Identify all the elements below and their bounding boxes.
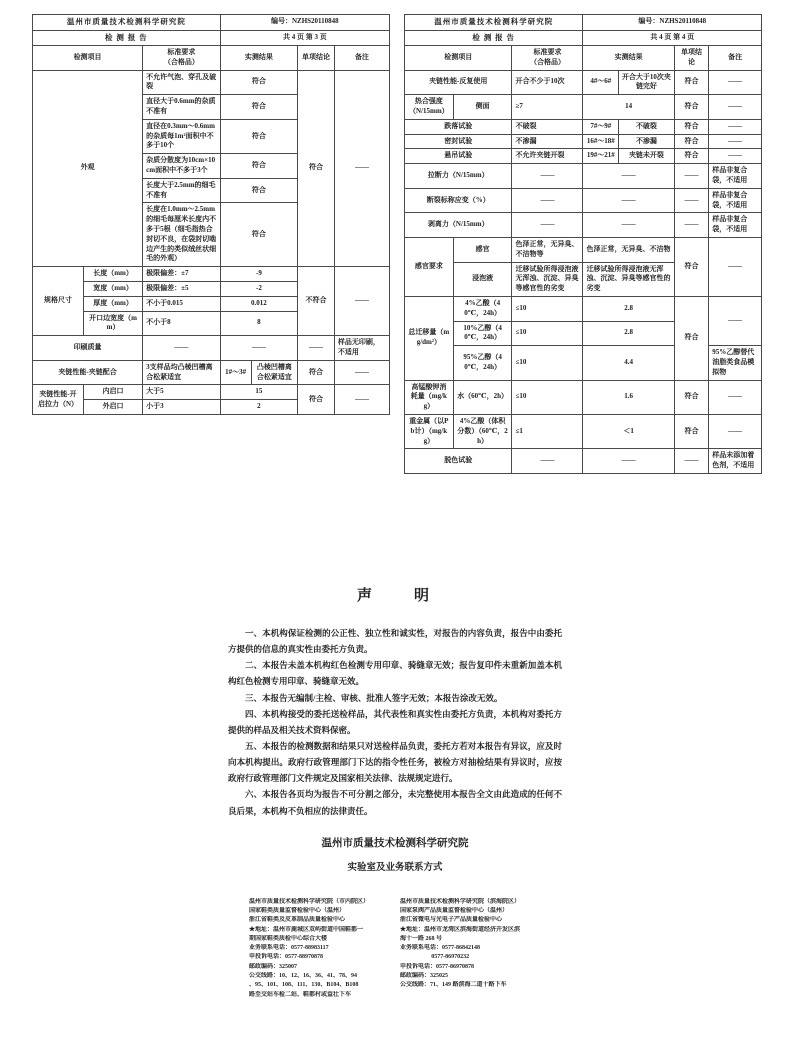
contact-org-heading: 温州市质量技术检测科学研究院 bbox=[321, 837, 469, 849]
req-cell: 不渗漏 bbox=[512, 134, 583, 149]
req-cell: ≤10 bbox=[512, 296, 583, 321]
req-cell: 大于5 bbox=[143, 385, 221, 400]
req-line1: 标准要求 bbox=[167, 48, 196, 56]
report-table-page3 bbox=[32, 14, 390, 474]
conclusion-cell: —— bbox=[674, 449, 708, 474]
result-cell: 1.6 bbox=[583, 380, 674, 414]
contact-right-column bbox=[400, 898, 541, 1000]
item-cell-peel: 剥离力（N/15mm） bbox=[405, 213, 512, 238]
result-split bbox=[583, 149, 673, 163]
item-cell-kmno4: 高锰酸钾消耗量（mg/kg） bbox=[405, 380, 454, 414]
table-row bbox=[405, 449, 762, 474]
table-row bbox=[33, 385, 390, 400]
conclusion-cell: 符合 bbox=[674, 296, 708, 380]
item-cell-heavy-metal: 重金属（以Pb计）（mg/kg） bbox=[405, 414, 454, 448]
result-cell: 4.4 bbox=[583, 346, 674, 380]
req-cell: 小于3 bbox=[143, 400, 221, 415]
col-header-result: 实测结果 bbox=[583, 46, 674, 71]
col-header-req bbox=[143, 46, 221, 71]
remark-cell: —— bbox=[334, 385, 389, 415]
conclusion-cell: —— bbox=[674, 213, 708, 238]
req-cell: 开合不少于10次 bbox=[512, 70, 583, 95]
contact-line: 、95、101、108、111、130、B104、B108 bbox=[249, 982, 359, 989]
remark-cell: 样品非复合袋，不适用 bbox=[709, 164, 762, 189]
subitem-cell: 浸泡液 bbox=[453, 262, 512, 296]
subitem-cell: 内启口 bbox=[83, 385, 142, 400]
req-cell: ≤1 bbox=[512, 414, 583, 448]
report-number: 编号：NZHS20110848 bbox=[220, 15, 389, 31]
req-cell: 不小于8 bbox=[143, 311, 221, 336]
statement-title: 声 明 bbox=[356, 588, 433, 604]
result-cell: —— bbox=[583, 449, 674, 474]
contact-line: 温州市质量技术检测科学研究院（滨海院区） bbox=[400, 898, 521, 905]
contact-line: 公交线路：71、149 路滨海二道十路下车 bbox=[400, 982, 507, 989]
result-cell bbox=[220, 360, 298, 385]
table-row bbox=[405, 346, 762, 380]
result-cell: 2.8 bbox=[583, 296, 674, 321]
result-cell: -2 bbox=[220, 281, 298, 296]
table-row bbox=[405, 296, 762, 321]
result-cell bbox=[583, 149, 674, 164]
result-text: 不渗漏 bbox=[635, 136, 657, 145]
item-cell-printing: 印刷质量 bbox=[33, 336, 143, 361]
result-cell: 符合 bbox=[220, 95, 298, 120]
conclusion-cell: 符合 bbox=[674, 237, 708, 296]
req-cell: —— bbox=[512, 188, 583, 213]
req-cell: ≤10 bbox=[512, 380, 583, 414]
result-cell: 2 bbox=[220, 400, 298, 415]
subitem-cell: 宽度（mm） bbox=[83, 281, 142, 296]
org-name: 温州市质量技术检测科学研究院 bbox=[405, 15, 583, 31]
remark-cell: —— bbox=[709, 237, 762, 296]
subitem-cell: 感官 bbox=[453, 237, 512, 262]
result-text: 不破裂 bbox=[635, 121, 657, 130]
statement-paragraph: 一、本机构保证检测的公正性、独立性和诚实性，对报告的内容负责，报告中由委托方提供的信息的真实性由委托方负责。 bbox=[228, 628, 562, 655]
sample-range: 4#～6# bbox=[583, 71, 619, 95]
result-cell: 符合 bbox=[220, 119, 298, 153]
result-text: 凸棱凹槽离合松紧适宜 bbox=[256, 362, 292, 381]
statement-paragraph: 二、本报告未盖本机构红色检测专用印章、骑缝章无效；报告复印件未重新加盖本机构红色检测专用印章、骑缝章无效。 bbox=[228, 660, 562, 687]
contact-line: 申投诉电话：0577-88970878 bbox=[249, 954, 323, 961]
table-row bbox=[405, 414, 762, 448]
table-row bbox=[405, 213, 762, 238]
remark-cell: —— bbox=[709, 119, 762, 134]
contact-line: 公交线路：10、12、16、36、41、78、94 bbox=[249, 973, 358, 980]
statement-paragraph: 六、本报告各页均为报告不可分割之部分，未完整使用本报告全文由此造成的任何不良后果，本机构不负相应的法律责任。 bbox=[228, 789, 562, 816]
remark-cell: 样品非复合袋，不适用 bbox=[709, 213, 762, 238]
conclusion-cell: 符合 bbox=[298, 360, 335, 385]
item-cell-migration: 总迁移量（mg/dm²） bbox=[405, 296, 454, 380]
subitem-cell: 厚度（mm） bbox=[83, 296, 142, 311]
sample-range: 19#～21# bbox=[583, 149, 619, 163]
result-cell: 迁移试验所得浸泡液无浑浊、沉淀、异臭等感官性的劣变 bbox=[583, 262, 674, 296]
result-cell: 符合 bbox=[220, 178, 298, 203]
subitem-cell: 4%乙酸（40℃，24h） bbox=[453, 296, 512, 321]
contact-line: 国家泵阀产品质量监督检验中心（温州） bbox=[400, 907, 509, 914]
result-cell: 8 bbox=[220, 311, 298, 336]
org-name: 温州市质量技术检测科学研究院 bbox=[33, 15, 221, 31]
contact-line: 邮政编码：325007 bbox=[249, 963, 298, 970]
req-cell: 长度在1.0mm～2.5mm的细毛每厘米长度内不多于5根（细毛指热合封切不良，在袋封切啮边产生的类似绒丝状细毛的外观） bbox=[143, 203, 221, 267]
contact-line: 0577-86970232 bbox=[431, 954, 470, 961]
result-cell bbox=[583, 70, 674, 95]
subitem-cell: 95%乙醇（40℃，24h） bbox=[453, 346, 512, 380]
remark-cell: —— bbox=[334, 267, 389, 336]
conclusion-cell: —— bbox=[674, 188, 708, 213]
result-cell: —— bbox=[583, 188, 674, 213]
remark-cell: —— bbox=[709, 95, 762, 120]
conclusion-cell: 符合 bbox=[674, 119, 708, 134]
item-cell-pull: 夹链性能-开启拉力（N） bbox=[33, 385, 84, 415]
req-line1: 标准要求 bbox=[533, 48, 562, 56]
result-text: 开合大于10次夹链完好 bbox=[621, 72, 671, 91]
result-cell: 符合 bbox=[220, 203, 298, 267]
table-row bbox=[405, 149, 762, 164]
table-row bbox=[405, 119, 762, 134]
req-cell: 极限偏差：±5 bbox=[143, 281, 221, 296]
sample-range: 7#～9# bbox=[583, 120, 619, 134]
col-header-remark: 备注 bbox=[334, 46, 389, 71]
item-cell-zip-fit: 夹链性能-夹链配合 bbox=[33, 360, 143, 385]
conclusion-cell: 符合 bbox=[674, 70, 708, 95]
req-cell: —— bbox=[143, 336, 221, 361]
doc-title: 检 测 报 告 bbox=[405, 30, 583, 46]
contact-line: ★地址：温州市龙湾区滨海街道经济开发区滨 bbox=[400, 926, 521, 933]
item-cell-heat: 热合强度（N/15mm） bbox=[405, 95, 454, 120]
conclusion-cell: 符合 bbox=[298, 385, 335, 415]
result-cell: 符合 bbox=[220, 154, 298, 179]
table-row bbox=[33, 360, 390, 385]
contact-line: 浙江省微电与光电子产品质量检验中心 bbox=[400, 917, 503, 924]
req-cell: 杂质分散度为10cm×10cm面积中不多于3个 bbox=[143, 154, 221, 179]
req-cell: 直径在0.3mm～0.6mm的杂质每1m²面积中不多于10个 bbox=[143, 119, 221, 153]
contact-subtitle: 实验室及业务联系方式 bbox=[347, 862, 443, 873]
req-cell: 不允许气泡、穿孔及破裂 bbox=[143, 70, 221, 95]
remark-cell: 样品未添加着色剂，不适用 bbox=[709, 449, 762, 474]
doc-title: 检 测 报 告 bbox=[33, 30, 221, 46]
contact-left-column bbox=[249, 898, 390, 1000]
remark-cell: —— bbox=[709, 296, 762, 345]
col-header-conclusion: 单项结论 bbox=[674, 46, 708, 71]
subitem-cell: 外启口 bbox=[83, 400, 142, 415]
conclusion-cell: 不符合 bbox=[298, 267, 335, 336]
remark-cell: —— bbox=[709, 414, 762, 448]
contact-block bbox=[249, 898, 541, 1000]
req-cell: —— bbox=[512, 213, 583, 238]
remark-cell: —— bbox=[709, 149, 762, 164]
conclusion-cell: —— bbox=[674, 164, 708, 189]
table-row bbox=[33, 70, 390, 95]
contact-line: 邮政编码：325025 bbox=[400, 973, 449, 980]
report-number: 编号：NZHS20110848 bbox=[583, 15, 762, 31]
col-header-conclusion: 单项结论 bbox=[298, 46, 335, 71]
statement-paragraph: 四、本机构接受的委托送检样品，其代表性和真实性由委托方负责，本机构对委托方提供的样品及相关技术资料保密。 bbox=[228, 708, 562, 735]
table-row bbox=[405, 164, 762, 189]
table-row bbox=[405, 134, 762, 149]
req-cell: 直径大于0.6mm的杂质不准有 bbox=[143, 95, 221, 120]
remark-cell: —— bbox=[709, 380, 762, 414]
table-row bbox=[33, 336, 390, 361]
remark-cell: —— bbox=[709, 70, 762, 95]
report-tables-row bbox=[32, 14, 762, 474]
result-split bbox=[221, 361, 298, 385]
subitem-cell: 4%乙酸（体积分数）（60℃，2h） bbox=[453, 414, 512, 448]
item-cell-drop: 跌落试验 bbox=[405, 119, 512, 134]
result-cell: 2.8 bbox=[583, 321, 674, 346]
req-cell: 长度大于2.5mm的细毛不准有 bbox=[143, 178, 221, 203]
col-header-remark: 备注 bbox=[709, 46, 762, 71]
req-cell: 极限偏差：±7 bbox=[143, 267, 221, 282]
result-split bbox=[583, 120, 673, 134]
result-cell: —— bbox=[583, 213, 674, 238]
conclusion-cell: —— bbox=[298, 336, 335, 361]
contact-line: 业务联系电话：0577-88983117 bbox=[249, 945, 329, 952]
item-cell-tensile: 拉断力（N/15mm） bbox=[405, 164, 512, 189]
report-table-page4 bbox=[404, 14, 762, 474]
req-cell: 3支样品均凸棱凹槽离合松紧适宜 bbox=[143, 360, 221, 385]
req-cell: 不破裂 bbox=[512, 119, 583, 134]
contact-line: 申投诉电话：0577-86970878 bbox=[400, 963, 474, 970]
req-cell: ≤10 bbox=[512, 321, 583, 346]
table-row bbox=[33, 267, 390, 282]
subitem-cell: 侧面 bbox=[453, 95, 512, 120]
result-cell: —— bbox=[220, 336, 298, 361]
table-row bbox=[405, 188, 762, 213]
req-cell: ≤10 bbox=[512, 346, 583, 380]
conclusion-cell: 符合 bbox=[298, 70, 335, 267]
conclusion-cell: 符合 bbox=[674, 134, 708, 149]
req-cell: 不小于0.015 bbox=[143, 296, 221, 311]
contact-line: 期国家鞋类质检中心综合大楼 bbox=[249, 935, 328, 942]
result-split bbox=[583, 135, 673, 149]
result-cell bbox=[583, 134, 674, 149]
remark-cell: —— bbox=[709, 134, 762, 149]
contact-line: 路至交站车检二站、鞋都村或益壮下车 bbox=[249, 991, 352, 998]
subitem-cell: 水（60℃，2h） bbox=[453, 380, 512, 414]
result-cell: -9 bbox=[220, 267, 298, 282]
subitem-cell: 10%乙醇（40℃，24h） bbox=[453, 321, 512, 346]
req-cell: —— bbox=[512, 449, 583, 474]
table-row bbox=[405, 237, 762, 262]
sample-range: 16#～18# bbox=[583, 135, 619, 149]
statement-paragraph: 三、本报告无编制/主检、审核、批准人签字无效；本报告涂改无效。 bbox=[245, 692, 503, 703]
result-text: 夹链未开裂 bbox=[628, 151, 664, 160]
req-cell: —— bbox=[512, 164, 583, 189]
item-cell-decolor: 脱色试验 bbox=[405, 449, 512, 474]
result-cell: 色泽正常，无异臭、不洁物 bbox=[583, 237, 674, 262]
col-header-item: 检测项目 bbox=[405, 46, 512, 71]
req-line2: （合格品） bbox=[529, 57, 565, 66]
col-header-item: 检测项目 bbox=[33, 46, 143, 71]
conclusion-cell: 符合 bbox=[674, 380, 708, 414]
remark-cell: 样品非复合袋，不适用 bbox=[709, 188, 762, 213]
contact-line: 温州市质量技术检测科学研究院（市内院区） bbox=[249, 898, 370, 905]
result-cell: 0.012 bbox=[220, 296, 298, 311]
req-cell: 迁移试验所得浸泡液无浑浊、沉淀、异臭等感官性的劣变 bbox=[512, 262, 583, 296]
contact-line: 海十一路 268 号 bbox=[400, 935, 443, 942]
conclusion-cell: 符合 bbox=[674, 95, 708, 120]
result-cell: ＜1 bbox=[583, 414, 674, 448]
table-row bbox=[405, 380, 762, 414]
item-cell-seal: 密封试验 bbox=[405, 134, 512, 149]
item-cell-spec: 规格尺寸 bbox=[33, 267, 84, 336]
page-indicator: 共 4 页 第 3 页 bbox=[220, 30, 389, 46]
req-cell: ≥7 bbox=[512, 95, 583, 120]
contact-line: ★地址：温州市鹿城区双屿街道中国鞋都一 bbox=[249, 926, 364, 933]
statement-section bbox=[0, 584, 790, 1000]
table-row bbox=[405, 70, 762, 95]
col-header-req bbox=[512, 46, 583, 71]
result-cell: 14 bbox=[583, 95, 674, 120]
remark-cell: —— bbox=[334, 360, 389, 385]
subitem-cell: 长度（mm） bbox=[83, 267, 142, 282]
contact-line: 浙江省鞋类及皮革制品质量检验中心 bbox=[249, 917, 346, 924]
result-cell: —— bbox=[583, 164, 674, 189]
conclusion-cell: 符合 bbox=[674, 149, 708, 164]
sample-range: 1#～3# bbox=[221, 361, 252, 385]
conclusion-cell: 符合 bbox=[674, 414, 708, 448]
item-cell-reuse: 夹链性能-反复使用 bbox=[405, 70, 512, 95]
col-header-result: 实测结果 bbox=[220, 46, 298, 71]
statement-body bbox=[228, 625, 562, 819]
req-line2: （合格品） bbox=[163, 57, 199, 66]
statement-paragraph: 五、本报告的检测数据和结果只对送检样品负责，委托方若对本报告有异议，应及时向本机构提出。政府行政管理部门下达的指令性任务，被检方对抽检结果有异议时，应按政府行政管理部门文件规定及国家相关法律、法规规定进行。 bbox=[228, 740, 562, 784]
remark-cell: 95%乙醇替代油脂类食品模拟物 bbox=[709, 346, 762, 380]
item-cell-sensory: 感官要求 bbox=[405, 237, 454, 296]
contact-line: 业务联系电话：0577-86842148 bbox=[400, 945, 480, 952]
result-cell bbox=[583, 119, 674, 134]
remark-cell: —— bbox=[334, 70, 389, 267]
contact-line: 国家鞋类质量监督检验中心（温州） bbox=[249, 907, 346, 914]
page-indicator: 共 4 页 第 4 页 bbox=[583, 30, 762, 46]
result-split bbox=[583, 71, 673, 95]
table-row bbox=[405, 95, 762, 120]
req-cell: 不允许夹链开裂 bbox=[512, 149, 583, 164]
item-cell-hang: 悬吊试验 bbox=[405, 149, 512, 164]
result-cell: 符合 bbox=[220, 70, 298, 95]
item-cell-appearance: 外观 bbox=[33, 70, 143, 267]
subitem-cell: 开口边宽度（mm） bbox=[83, 311, 142, 336]
req-cell: 色泽正常，无异臭、不洁物等 bbox=[512, 237, 583, 262]
item-cell-strain: 断裂标称应变（%） bbox=[405, 188, 512, 213]
remark-cell: 样品无印刷，不适用 bbox=[334, 336, 389, 361]
result-cell: 15 bbox=[220, 385, 298, 400]
